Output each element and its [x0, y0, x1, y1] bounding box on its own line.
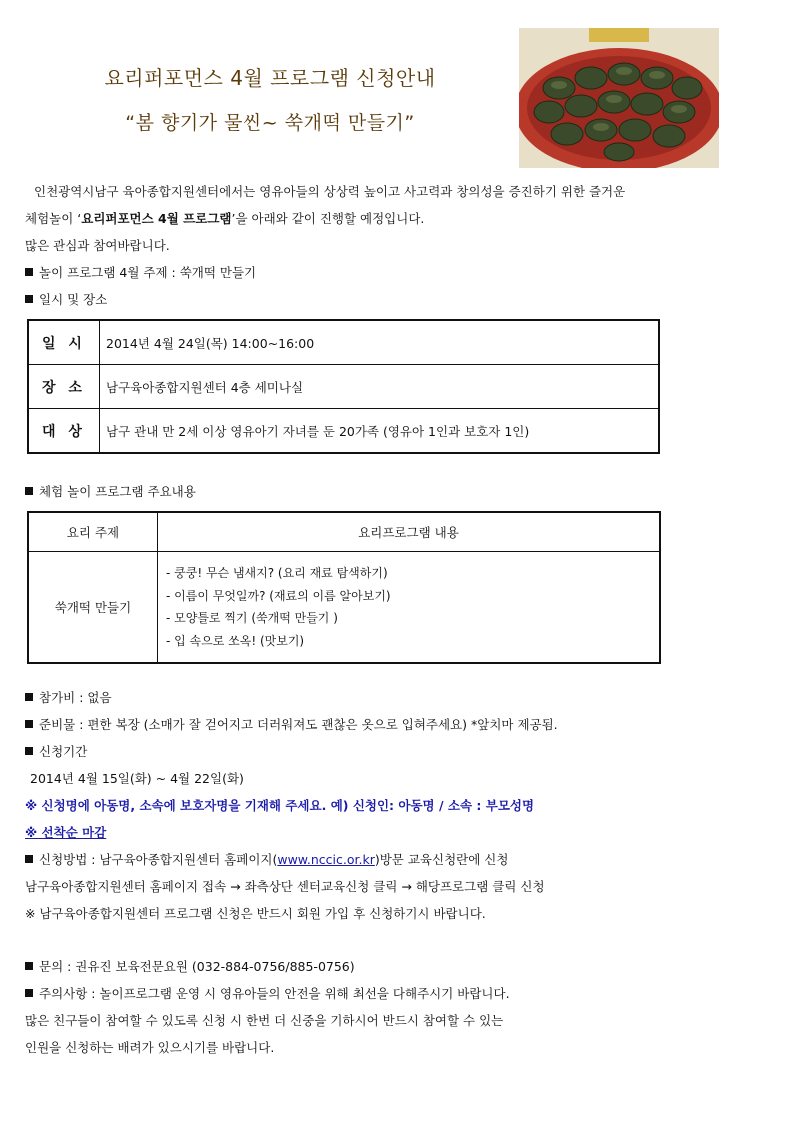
- page-title: 요리퍼포먼스 4월 프로그램 신청안내: [104, 66, 436, 90]
- content-heading: [25, 482, 196, 500]
- contact-text: 문의 : 권유진 보육전문요원 (032-884-0756/885-0756): [39, 959, 355, 974]
- content-cell: [158, 552, 661, 664]
- supplies-text: 준비물 : 편한 복장 (소매가 잘 걷어지고 더러워져도 괜찮은 옷으로 입혀주세요) *앞치마 제공됨.: [39, 717, 558, 732]
- fee-line: [25, 688, 112, 706]
- target-value: 남구 관내 만 2세 이상 영유아기 자녀를 둔 20가족 (영유아 1인과 보호자 1인): [100, 409, 660, 454]
- topic-text: 놀이 프로그램 4월 주제 : 쑥개떡 만들기: [39, 265, 257, 280]
- list-item: - 쿵쿵! 무슨 냄새지? (요리 재료 탐색하기): [166, 566, 388, 580]
- program-content-table: [27, 511, 661, 664]
- schedule-table: [27, 319, 660, 454]
- caution-line-1: [25, 984, 510, 1002]
- intro-line-2-a: 체험놀이 ‘: [25, 211, 82, 226]
- period-heading-text: 신청기간: [39, 744, 88, 759]
- intro-line-1: 인천광역시남구 육아종합지원센터에서는 영유아들의 상상력 높이고 사고력과 창의성을 증진하기 위한 즐거운: [34, 184, 626, 199]
- method-suffix: )방문 교육신청란에 신청: [374, 852, 509, 867]
- rice-cake-photo: [519, 28, 719, 168]
- intro-line-2: [25, 209, 424, 227]
- datetime-heading: [25, 290, 107, 308]
- intro-program-name: 요리퍼포먼스 4월 프로그램: [81, 211, 232, 226]
- table-row: [28, 365, 659, 409]
- period-heading: [25, 742, 87, 760]
- bullet-square-icon: [25, 855, 33, 863]
- col-content-header: 요리프로그램 내용: [158, 512, 661, 552]
- bullet-square-icon: [25, 268, 33, 276]
- steps-line: 남구육아종합지원센터 홈페이지 접속 → 좌측상단 센터교육신청 클릭 → 해당프로그램 클릭 신청: [25, 879, 545, 894]
- place-label: 장 소: [28, 365, 100, 409]
- page-subtitle: “봄 향기가 물씬~ 쑥개떡 만들기”: [125, 112, 415, 134]
- method-prefix: 신청방법 : 남구육아종합지원센터 홈페이지(: [39, 852, 278, 867]
- supplies-line: [25, 715, 558, 733]
- bullet-square-icon: [25, 747, 33, 755]
- table-row: [28, 552, 660, 664]
- col-topic-header: 요리 주제: [28, 512, 158, 552]
- date-label: 일 시: [28, 320, 100, 365]
- period-value: 2014년 4월 15일(화) ~ 4월 22일(화): [30, 771, 244, 786]
- method-line: [25, 850, 508, 868]
- bullet-square-icon: [25, 487, 33, 495]
- bullet-square-icon: [25, 962, 33, 970]
- caution-line-3: 인원을 신청하는 배려가 있으시기를 바랍니다.: [25, 1040, 275, 1055]
- place-value: 남구육아종합지원센터 4층 세미나실: [100, 365, 660, 409]
- table-row: [28, 409, 659, 454]
- topic-cell: 쑥개떡 만들기: [28, 552, 158, 664]
- list-item: - 입 속으로 쏘옥! (맛보기): [166, 633, 305, 648]
- first-come-notice: ※ 선착순 마감: [25, 825, 107, 840]
- bullet-square-icon: [25, 720, 33, 728]
- list-item: - 이름이 무엇일까? (재료의 이름 알아보기): [166, 588, 391, 603]
- bullet-square-icon: [25, 295, 33, 303]
- table-row: [28, 320, 659, 365]
- notice-text: ※ 신청명에 아동명, 소속에 보호자명을 기재해 주세요. 예) 신청인: 아동명 / 소속 : 부모성명: [25, 798, 535, 813]
- caution-text-1: 주의사항 : 놀이프로그램 운영 시 영유아들의 안전을 위해 최선을 다해주시기 바랍니다.: [39, 986, 510, 1001]
- bullet-square-icon: [25, 989, 33, 997]
- fee-text: 참가비 : 없음: [39, 690, 112, 705]
- target-label: 대 상: [28, 409, 100, 454]
- list-item: - 모양틀로 찍기 (쑥개떡 만들기 ): [166, 611, 338, 625]
- datetime-heading-text: 일시 및 장소: [39, 292, 108, 307]
- table-header-row: [28, 512, 660, 552]
- homepage-link[interactable]: www.nccic.or.kr: [277, 852, 375, 867]
- intro-line-3: 많은 관심과 참여바랍니다.: [25, 238, 170, 253]
- member-note: ※ 남구육아종합지원센터 프로그램 신청은 반드시 회원 가입 후 신청하기시 바랍니다.: [25, 906, 486, 921]
- contact-line: [25, 957, 355, 975]
- content-heading-text: 체험 놀이 프로그램 주요내용: [39, 484, 196, 499]
- date-value: 2014년 4월 24일(목) 14:00~16:00: [100, 320, 660, 365]
- caution-line-2: 많은 친구들이 참여할 수 있도록 신청 시 한번 더 신중을 기하시어 반드시 참여할 수 있는: [25, 1013, 504, 1028]
- bullet-square-icon: [25, 693, 33, 701]
- topic-line: [25, 263, 256, 281]
- intro-line-2-b: ’을 아래와 같이 진행할 예정입니다.: [231, 211, 425, 226]
